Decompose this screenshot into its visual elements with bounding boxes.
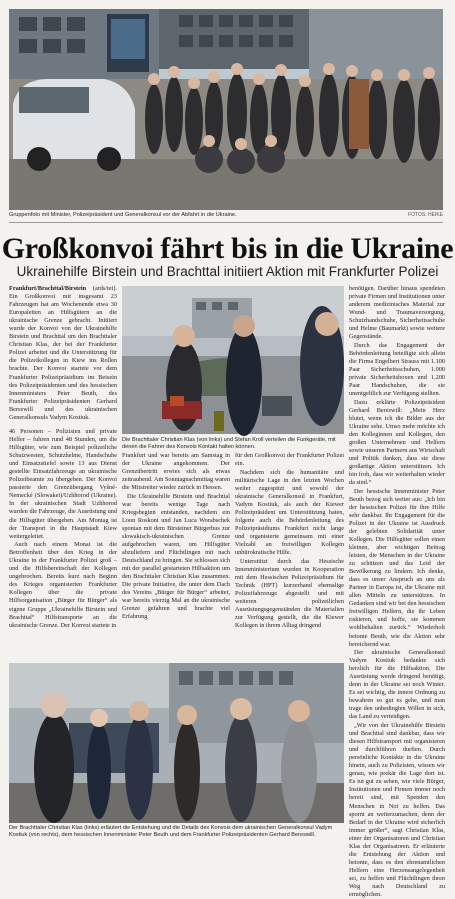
paragraph: Auch nach einem Monat ist die Betroffenheit über den Krieg in der Ukraine in der Frankfurter Polizei groß – und die Hilfsbereitschaft der Kollegen ungebrochen. Bereits kurz nach Beginn des Krieges organisierten Frankfurter Kollegen über die private Hilfsorganisation „Bürger für Bürger“ als eigene Gruppe „Ukrainehilfe Birstein und Brachttal“ Hilfstransporte an die ukrainische Grenze. Der Konvoi startete in	[9, 541, 117, 629]
article-column-4	[349, 285, 445, 899]
paragraph: Nachdem sich die humanitäre und militärische Lage in den letzten Wochen weiter zugespitzt und sowohl der ukrainische Generalkonsul in Frankfurt, Vadym Kostiuk, als auch der Kiewer Polizeipräsident um Unterstützung baten, folgerte auch die Behördenleitung des Polizeipräsidiums Frankfurt nicht lange und organisierte gemeinsam mit einer Vielzahl an freiwilligen Kollegen unbürokratische Hilfe.	[235, 468, 344, 557]
middle-photo-caption: Die Brachttaler Christian Klas (von links) und Stefan Kroll verteilen die Funkgeräte, mit denen die Fahrer des Konvois Kontakt halten können.	[122, 437, 336, 450]
article-column-1b	[9, 428, 117, 658]
paragraph: Durch das Engagement der Behördenleitung beteiligte sich allein die Firma Engelbert Strauss mit 1.100 Paar Sicherheitsschuhen, 1.000 private Sicherheitsboxen und 1.200 Paar Handschuhen, die sie unentgeltlich zur Verfügung stellten.	[349, 341, 445, 398]
consul-minister-photo	[9, 663, 344, 823]
photo-credit: FOTOS: HEIKE	[408, 212, 443, 218]
bottom-photo-caption: Der Brachttaler Christian Klas (links) erläutert die Entstehung und die Details des Konvois dem ukrainischen Generalkonsul Vadym Kostiuk (von rechts), dem hessischen Innenminister Peter Beuth und dem Frankfurter Polizeipräsidenten Gerhard Bereswill.	[9, 825, 333, 838]
article-column-1	[9, 285, 117, 422]
dateline: Frankfurt/Brachttal/Birstein	[9, 285, 87, 292]
paragraph: Der hessische Innenminister Peter Beuth bezog sich weiter aus: „Ich bin der hessischen Polizei für ihre Hilfe sehr dankbar. Ihr Engagement für die Polizei in der Ukraine ist Ausdruck der gelebten Solidarität unter Kollegen. Die Hilfsgüter sollen einen kleinen, aber wichtigen Beitrag leisten, die Menschen in der Ukraine zu schützen und das Leid der Bevölkerung zu lindern. Ich denke, dass es unser Anspruch an uns als Partner in Europa ist, die Ukraine mit allen Mitteln zu unterstützen. In Gedanken sind wir bei den hessischen freiwilligen Helfern, die ihr Leben riskieren, und hoffe, sie kommen wohlbehalten zurück.“ Wiederholt betonte Beuth, wie die Aktion sehr bereichernd war.	[349, 487, 445, 648]
separator-rule	[9, 222, 443, 223]
paragraph: Unterstützt durch das Hessische Innenministerium wurden in Kooperation mit dem Hessischen Polizeipräsidium für Technik (HPT) kurzerhand ehemalige Polizeifahrzeuge abgestellt und mit weiteren polizeilichen Ausrüstungsgegenständen die Materialien zur Verfügung gestellt, die die Kiewer Kollegen in ihrem Alltag dringend	[235, 557, 344, 629]
paragraph: Der ukrainische Generalkonsul Vadym Kostiuk bedankte sich herzlich für die Hilfsaktion. Die Ausrüstung werde dringend benötigt, denn in der Ukraine sei noch Winter. Es sei wichtig, die innere Ordnung zu bewahren so gut es gehe, und man trage den unbedingten Willen in sich, das Land zu verteidigen.	[349, 649, 445, 721]
subheadline: Ukrainehilfe Birstein und Brachttal initiiert Aktion mit Frankfurter Polizei	[16, 264, 439, 279]
paragraph: für den Großkonvoi der Frankfurter Polizei ein.	[235, 452, 344, 468]
headline: Großkonvoi fährt bis in die Ukraine	[1, 232, 454, 265]
paragraph: Dazu erklärte Polizeipräsident Gerhard Bereswill: „Mein Herz blutet, wenn ich die Bilder aus der Ukraine sehe. Umso mehr möchte ich den Kolleginnen und Kollegen, den großen Unternehmen und Helfern sowie unseren Partnern aus Wirtschaft und Politik danken, dass sie diese großartige Aktion unterstützen. Ich bin froh, dass wir weiterhalten wieder da sind.“	[349, 398, 445, 487]
group-photo	[9, 9, 443, 210]
paragraph: Die Ukrainehilfe Birstein und Brachttal war bereits wenige Tage nach Kriegsbeginn entstanden, nachdem ein Loon Roskoni und Jan Luca Worabschek spontan mit dem Birsteiner Bürgerbus zur slowakisch-ukrainischen Grenze aufgebrochen waren, um Hilfsgüter abzuliefern und Flüchtlingen mit nach Deutschland zu bringen. Sie schlossen sich mit der parallel gestarteten Hilfsaktion um den Brachttaler Christian Klas zusammen. Die private Initiative, die unter dem Dach des Vereins „Bürger für Bürger“ arbeitet, war bereits vierzig Mal an die ukrainische Grenze gefahren und brachte viel Erfahrung	[122, 492, 230, 621]
article-column-3	[235, 452, 344, 658]
paragraph: „Wir von der Ukrainehilfe Birstein und Brachttal sind dankbar, dass wir diesen Hilfstransport mit organisieren und durchführen durften. Durch persönliche Kontakte in die Ukraine hinein, auch zu Polizisten, wissen wir genau, wie prekär die Lage dort ist. Es tut gut zu sehen, wie viele Bürger, Institutionen und Firmen immer noch bereit sind, mit Spenden den Menschen in Not zu helfen. Das spornt an weiterzumachen, denn der Bedarf in der Ukraine wird sicherlich immer größer“, sagt Christian Klas, einer der Organisatoren und Christian Klas der Organisatoren. Er erläuterte die Entstehung der Aktion und betonte, dass es den ehrenamtlichen Helfern eine Herzensangelegenheit sei, zu helfen und Flüchtlingen ihren Weg nach Deutschland zu ermöglichen.	[349, 722, 445, 899]
article-column-2	[122, 452, 230, 658]
paragraph: Frankfurt und war bereits am Samstag in der Ukraine angekommen. Der Grenzübertritt erwies sich als etwas zeitraubend. Am Sonntagnachmittag waren die Mitstreiter wieder zurück in Hessen.	[122, 452, 230, 492]
paragraph: 46 Personen – Polizisten und private Helfer – fuhren rund 48 Stunden, um die Hilfsgüter, wie zum Beispiel polizeiliche Schutzwesten, Schutzhelme, Handschuhe und Einsatzstiefel sowie 13 aus Dienst gestellte Einsatzfahrzeuge an ukrainische Polizeibeamte zu übergeben. Der Konvoi passierte den Grenzübergang Vyšné-Nemecké (Slowakei)/Uzhhorod (Ukraine). In der ukrainischen Stadt Uzhhorod wurden die Fahrzeuge, die Ausrüstung und die Hilfsgüter übergeben. Am Montag ist der Transport in die Hauptstadt Kiew weitergeleitet.	[9, 428, 117, 540]
paragraph: benötigen. Darüber hinaus spendeten private Firmen und Institutionen unter anderem medizinisches Material zur Wund- und Traumaversorgung, Schutzhandschuhe, Sicherheitsschuhe und Helme (Baumarkt) sowie weitere Gegenstände.	[349, 285, 445, 341]
dateline-suffix: (ards/tei).	[92, 285, 117, 292]
radio-distribution-photo	[122, 286, 344, 434]
paragraph: Ein Großkonvoi mit insgesamt 23 Fahrzeugen hat am Wochenende etwa 30 Europaletten an Hilfsgütern an die ukrainische Grenze gebracht. Initiiert wurde der Konvoi von der Ukrainehilfe Birstein und Brachttal um den Brachttaler Christian Klas, der bei der Frankfurter Polizei arbeitet und die Unterstützung für die Polizeikollegen in Kiew ins Rollen brachte. Der Konvoi startete vor dem Frankfurter Polizeipräsidium im Beisein des Polizeipräsidenten und des hessischen Innenministers Peter Beuth, des Frankfurter Polizeipräsidenten Gerhard Bereswill und des ukrainischen Generalkonsuls Vadym Kostiuk.	[9, 293, 117, 421]
top-photo-caption: Gruppenfoto mit Minister, Polizeipräsident und Generalkonsul vor der Abfahrt in die Ukraine.	[9, 212, 237, 218]
